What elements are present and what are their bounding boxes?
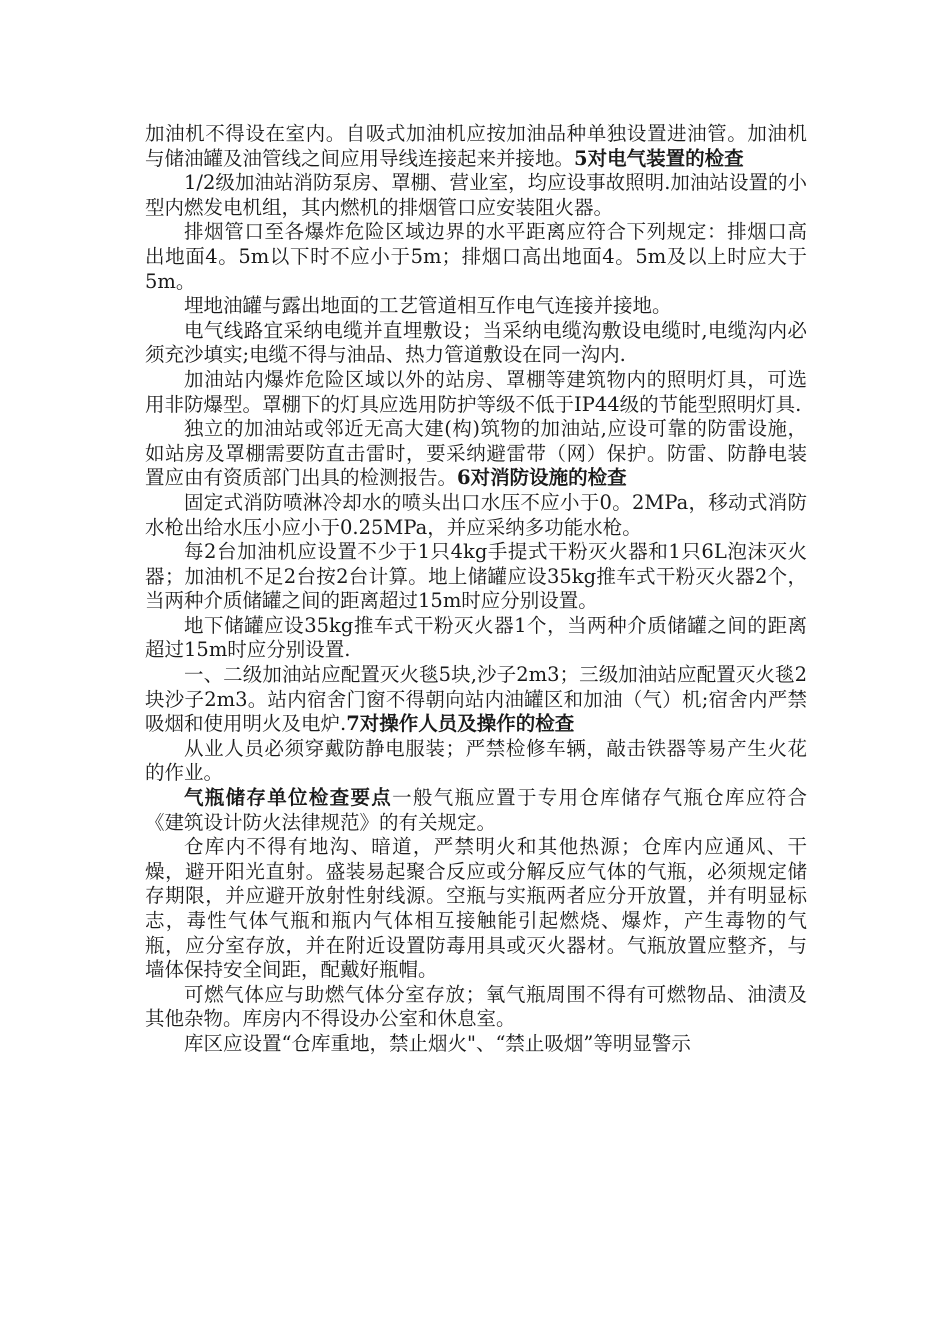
paragraph-13 <box>145 786 807 835</box>
paragraph-text: 库区应设置“仓库重地，禁止烟火"、“禁止吸烟”等明显警示 <box>184 1031 691 1055</box>
paragraph-text: 排烟管口至各爆炸危险区域边界的水平距离应符合下列规定：排烟口高出地面4。5m以下时不应小于5m；排烟口高出地面4。5m及以上时应大于5m。 <box>145 220 807 293</box>
paragraph-text: 1/2级加油站消防泵房、罩棚、营业室，均应设事故照明.加油站设置的小型内燃发电机组，其内燃机的排烟管口应安装阻火器。 <box>145 171 807 219</box>
paragraph-text: 一、二级加油站应配置灭火毯5块,沙子2m3；三级加油站应配置灭火毯2块沙子2m3。站内宿舍门窗不得朝向站内油罐区和加油（气）机;宿舍内严禁吸烟和使用明火及电炉. <box>145 663 807 736</box>
paragraph-14 <box>145 835 807 983</box>
paragraph-4 <box>145 294 807 319</box>
paragraph-text: 独立的加油站或邻近无高大建(构)筑物的加油站,应设可靠的防雷设施，如站房及罩棚需要防直击雷时，要采纳避雷带（网）保护。防雷、防静电装置应由有资质部门出具的检测报告。 <box>145 417 807 490</box>
paragraph-11 <box>145 663 807 737</box>
paragraph-15 <box>145 983 807 1032</box>
section-heading-gas-cylinder: 气瓶储存单位检查要点 <box>184 786 393 810</box>
paragraph-text: 可燃气体应与助燃气体分室存放；氧气瓶周围不得有可燃物品、油渍及其他杂物。库房内不得设办公室和休息室。 <box>145 982 807 1031</box>
paragraph-12 <box>145 737 807 786</box>
paragraph-10 <box>145 614 807 663</box>
paragraph-6 <box>145 368 807 417</box>
paragraph-3 <box>145 220 807 294</box>
paragraph-16 <box>145 1032 807 1057</box>
paragraph-8 <box>145 491 807 540</box>
paragraph-text: 电气线路宜采纳电缆并直埋敷设；当采纳电缆沟敷设电缆时,电缆沟内必须充沙填实;电缆不得与油品、热力管道敷设在同一沟内. <box>145 318 807 367</box>
paragraph-text: 仓库内不得有地沟、暗道，严禁明火和其他热源；仓库内应通风、干燥，避开阳光直射。盛装易起聚合反应或分解反应气体的气瓶，必须规定储存期限，并应避开放射性射线源。空瓶与实瓶两者应分开放置，并有明显标志，毒性气体气瓶和瓶内气体相互接触能引起燃烧、爆炸，产生毒物的气瓶，应分室存放，并在附近设置防毒用具或灭火器材。气瓶放置应整齐，与墙体保持安全间距，配戴好瓶帽。 <box>145 835 807 982</box>
paragraph-text: 埋地油罐与露出地面的工艺管道相互作电气连接并接地。 <box>184 294 672 318</box>
paragraph-text: 固定式消防喷淋冷却水的喷头出口水压不应小于0。2MPa，移动式消防水枪出给水压小应小于0.25MPa，并应采纳多功能水枪。 <box>145 490 807 539</box>
section-heading-fire-facilities: 6对消防设施的检查 <box>457 466 627 490</box>
paragraph-text: 每2台加油机应设置不少于1只4kg手提式干粉灭火器和1只6L泡沫灭火器；加油机不足2台按2台计算。地上储罐应设35kg推车式干粉灭火器2个，当两种介质储罐之间的距离超过15m时应分别设置。 <box>145 540 807 613</box>
paragraph-text: 地下储罐应设35kg推车式干粉灭火器1个，当两种介质储罐之间的距离超过15m时应分别设置. <box>145 613 807 662</box>
document-body <box>145 122 807 1057</box>
paragraph-text: 一般气瓶应置于专用仓库储存气瓶仓库应符合《建筑设计防火法律规范》的有关规定。 <box>145 786 807 834</box>
section-heading-operators: 7对操作人员及操作的检查 <box>346 712 575 736</box>
paragraph-5 <box>145 319 807 368</box>
paragraph-text: 加油站内爆炸危险区域以外的站房、罩棚等建筑物内的照明灯具，可选用非防爆型。罩棚下的灯具应选用防护等级不低于IP44级的节能型照明灯具. <box>145 367 807 416</box>
paragraph-text: 加油机不得设在室内。自吸式加油机应按加油品种单独设置进油管。加油机与储油罐及油管线之间应用导线连接起来并接地。 <box>145 122 807 170</box>
paragraph-9 <box>145 540 807 614</box>
paragraph-7 <box>145 417 807 491</box>
paragraph-text: 从业人员必须穿戴防静电服装；严禁检修车辆，敲击铁器等易产生火花的作业。 <box>145 736 807 785</box>
section-heading-electrical: 5对电气装置的检查 <box>574 146 744 170</box>
paragraph-2 <box>145 171 807 220</box>
paragraph-1 <box>145 122 807 171</box>
